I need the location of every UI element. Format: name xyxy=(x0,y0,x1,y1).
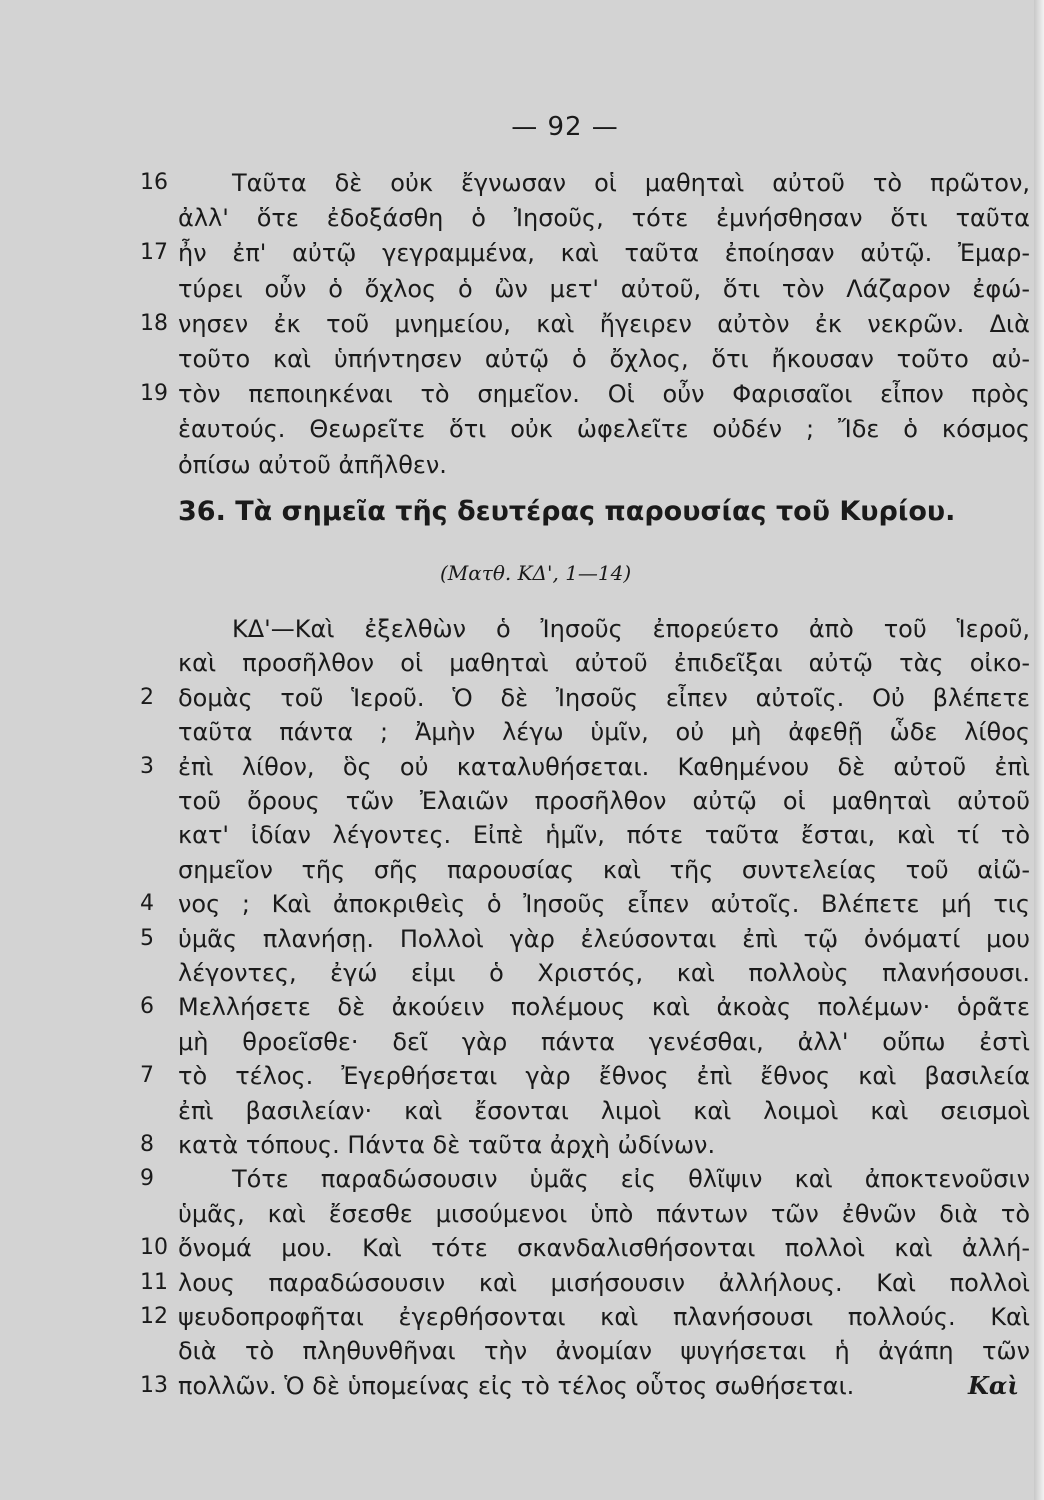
line-text: ἑαυτούς. Θεωρεῖτε ὅτι οὐκ ὠφελεῖτε οὐδέν ; Ἴδε ὁ κόσμος xyxy=(178,415,1030,444)
line-text: ψευδοπροφῆται ἐγερθήσονται καὶ πλανήσουσι πολλούς. Καὶ xyxy=(178,1303,1030,1331)
verse-number: 2 xyxy=(140,684,154,710)
line-text: τοῦ ὄρους τῶν Ἐλαιῶν προσῆλθον αὐτῷ οἱ μαθηταὶ αὐτοῦ xyxy=(178,787,1030,815)
line-text: λέγοντες, ἐγώ εἰμι ὁ Χριστός, καὶ πολλοὺς πλανήσουσι. xyxy=(178,959,1030,987)
line-text: τύρει οὖν ὁ ὄχλος ὁ ὢν μετ' αὐτοῦ, ὅτι τὸν Λάζαρον ἐφώ- xyxy=(178,274,1030,303)
text-line xyxy=(0,750,1044,784)
verse-number: 8 xyxy=(140,1132,154,1157)
verse-number: 10 xyxy=(140,1235,168,1261)
verse-number: 3 xyxy=(140,753,154,779)
text-line xyxy=(0,412,1044,446)
line-text: ἐπὶ λίθον, ὃς οὐ καταλυθήσεται. Καθημένου δὲ αὐτοῦ ἐπὶ xyxy=(178,752,1030,781)
verse-number: 12 xyxy=(140,1304,168,1329)
line-text: ὀπίσω αὐτοῦ ἀπῆλθεν. xyxy=(178,450,447,479)
line-text: ἐπὶ βασιλείαν· καὶ ἔσονται λιμοὶ καὶ λοιμοὶ καὶ σεισμοὶ xyxy=(178,1096,1030,1125)
verse-number: 4 xyxy=(140,891,154,917)
text-line xyxy=(0,922,1044,956)
text-line xyxy=(0,1094,1044,1128)
verse-number: 9 xyxy=(140,1166,154,1192)
text-line xyxy=(0,166,1044,200)
line-text: ὄνομά μου. Καὶ τότε σκανδαλισθήσονται πολλοὶ καὶ ἀλλή- xyxy=(178,1234,1030,1263)
text-line xyxy=(0,1369,1044,1403)
text-line xyxy=(0,1231,1044,1265)
verse-number: 16 xyxy=(140,170,168,195)
line-text: λους παραδώσουσιν καὶ μισήσουσιν ἀλλήλους. Καὶ πολλοὶ xyxy=(178,1268,1030,1297)
page-edge xyxy=(1034,0,1044,1500)
catchword: Καὶ xyxy=(968,1370,1019,1400)
text-line xyxy=(0,1059,1044,1093)
line-text: δομὰς τοῦ Ἱεροῦ. Ὁ δὲ Ἰησοῦς εἶπεν αὐτοῖς. Οὐ βλέπετε xyxy=(178,683,1030,712)
text-line xyxy=(0,1025,1044,1059)
text-line xyxy=(0,887,1044,921)
verse-number: 5 xyxy=(140,925,154,951)
line-text: Ταῦτα δὲ οὐκ ἔγνωσαν οἱ μαθηταὶ αὐτοῦ τὸ πρῶτον, xyxy=(232,169,1030,197)
line-text: ἦν ἐπ' αὐτῷ γεγραμμένα, καὶ ταῦτα ἐποίησαν αὐτῷ. Ἐμαρ- xyxy=(178,239,1030,268)
line-text: ὑμᾶς, καὶ ἔσεσθε μισούμενοι ὑπὸ πάντων τῶν ἐθνῶν διὰ τὸ xyxy=(178,1199,1030,1228)
verse-number: 13 xyxy=(140,1372,168,1398)
verse-number: 7 xyxy=(140,1063,154,1089)
line-text: νος ; Καὶ ἀποκριθεὶς ὁ Ἰησοῦς εἶπεν αὐτοῖς. Βλέπετε μή τις xyxy=(178,890,1030,919)
verse-number: 11 xyxy=(140,1269,168,1295)
text-line xyxy=(0,1266,1044,1300)
line-text: διὰ τὸ πληθυνθῆναι τὴν ἀνομίαν ψυγήσεται ἡ ἀγάπη τῶν xyxy=(178,1337,1030,1366)
line-text: καὶ προσῆλθον οἱ μαθηταὶ αὐτοῦ ἐπιδεῖξαι αὐτῷ τὰς οἰκο- xyxy=(178,649,1030,678)
text-line xyxy=(0,1300,1044,1334)
verse-number: 18 xyxy=(140,310,168,336)
text-line xyxy=(0,681,1044,715)
text-line xyxy=(0,236,1044,270)
line-text: πολλῶν. Ὁ δὲ ὑπομείνας εἰς τὸ τέλος οὗτος σωθήσεται. xyxy=(178,1371,855,1400)
verse-number: 17 xyxy=(140,240,168,266)
line-text: ΚΔ'—Καὶ ἐξελθὼν ὁ Ἰησοῦς ἐπορεύετο ἀπὸ τοῦ Ἱεροῦ, xyxy=(232,615,1030,643)
line-text: τὸν πεποιηκέναι τὸ σημεῖον. Οἱ οὖν Φαρισαῖοι εἶπον πρὸς xyxy=(178,380,1030,409)
text-line xyxy=(0,377,1044,411)
verse-number: 19 xyxy=(140,381,168,407)
text-line xyxy=(0,715,1044,749)
text-line xyxy=(0,818,1044,852)
line-text: Τότε παραδώσουσιν ὑμᾶς εἰς θλῖψιν καὶ ἀποκτενοῦσιν xyxy=(232,1165,1030,1194)
scripture-reference: (Ματθ. ΚΔ', 1—14) xyxy=(440,561,632,585)
page-number: — 92 — xyxy=(511,112,619,142)
text-line xyxy=(0,956,1044,990)
text-line xyxy=(0,272,1044,306)
text-line xyxy=(0,1128,1044,1162)
line-text: σημεῖον τῆς σῆς παρουσίας καὶ τῆς συντελείας τοῦ αἰῶ- xyxy=(178,855,1030,884)
line-text: ὑμᾶς πλανήσῃ. Πολλοὶ γὰρ ἐλεύσονται ἐπὶ τῷ ὀνόματί μου xyxy=(178,924,1030,953)
line-text: τὸ τέλος. Ἐγερθήσεται γὰρ ἔθνος ἐπὶ ἔθνος καὶ βασιλεία xyxy=(178,1062,1030,1091)
text-line xyxy=(0,646,1044,680)
line-text: ἀλλ' ὅτε ἐδοξάσθη ὁ Ἰησοῦς, τότε ἐμνήσθησαν ὅτι ταῦτα xyxy=(178,204,1030,233)
line-text: νησεν ἐκ τοῦ μνημείου, καὶ ἤγειρεν αὐτὸν ἐκ νεκρῶν. Διὰ xyxy=(178,309,1030,338)
text-line xyxy=(0,1197,1044,1231)
text-line xyxy=(0,1334,1044,1368)
text-line xyxy=(0,307,1044,341)
text-line xyxy=(0,784,1044,818)
text-line xyxy=(0,448,1044,482)
verse-number: 6 xyxy=(140,994,154,1020)
text-line xyxy=(0,612,1044,646)
section-heading: 36. Τὰ σημεῖα τῆς δευτέρας παρουσίας τοῦ Κυρίου. xyxy=(178,496,956,527)
line-text: κατὰ τόπους. Πάντα δὲ ταῦτα ἀρχὴ ὠδίνων. xyxy=(178,1131,716,1159)
text-line xyxy=(0,1162,1044,1196)
line-text: τοῦτο καὶ ὑπήντησεν αὐτῷ ὁ ὄχλος, ὅτι ἤκουσαν τοῦτο αὐ- xyxy=(178,345,1030,373)
line-text: μὴ θροεῖσθε· δεῖ γὰρ πάντα γενέσθαι, ἀλλ' οὔπω ἐστὶ xyxy=(178,1027,1030,1056)
line-text: ταῦτα πάντα ; Ἀμὴν λέγω ὑμῖν, οὐ μὴ ἀφεθῇ ὧδε λίθος xyxy=(178,718,1030,747)
line-text: Μελλήσετε δὲ ἀκούειν πολέμους καὶ ἀκοὰς πολέμων· ὁρᾶτε xyxy=(178,993,1030,1022)
line-text: κατ' ἰδίαν λέγοντες. Εἰπὲ ἡμῖν, πότε ταῦτα ἔσται, καὶ τί τὸ xyxy=(178,821,1030,850)
text-line xyxy=(0,990,1044,1024)
text-line xyxy=(0,201,1044,235)
text-line xyxy=(0,853,1044,887)
text-line xyxy=(0,342,1044,376)
